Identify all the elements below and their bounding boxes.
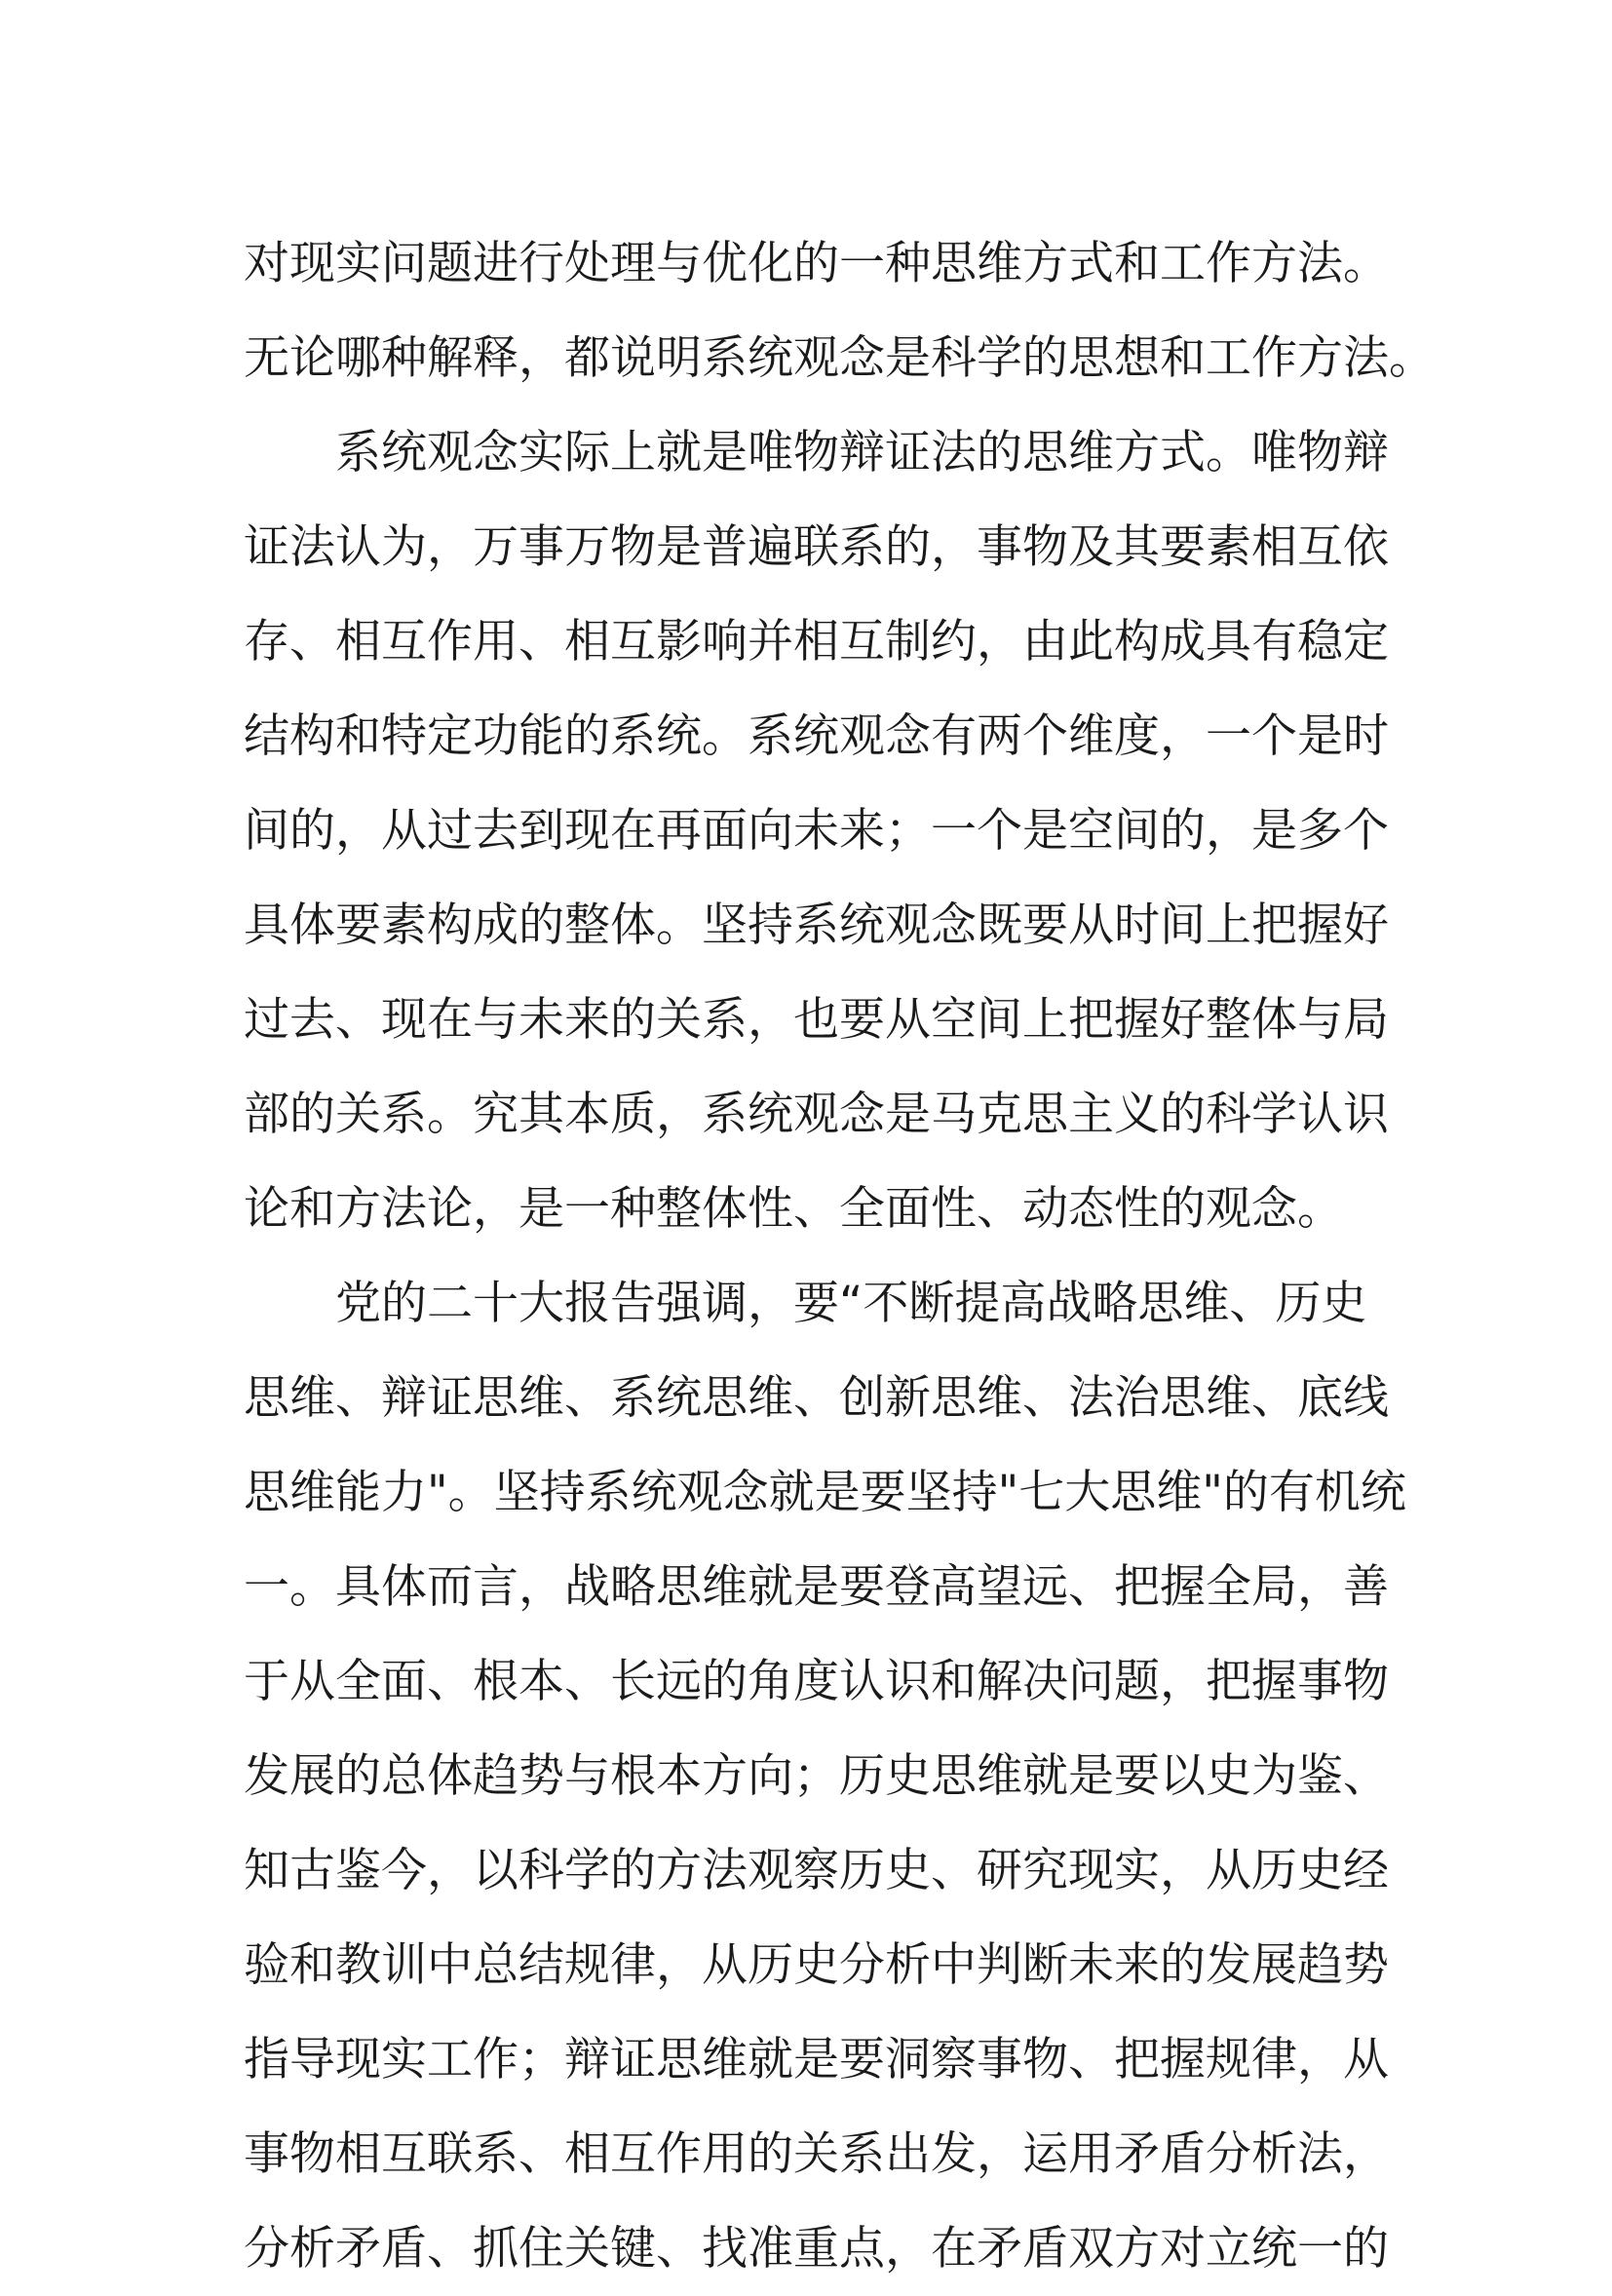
text-line-13: 思维、辩证思维、系统思维、创新思维、法治思维、底线 — [244, 1371, 1389, 1425]
text-line-8: 具体要素构成的整体。坚持系统观念既要从时间上把握好 — [244, 899, 1389, 952]
text-line-14: 思维能力"。坚持系统观念就是要坚持"七大思维"的有机统 — [244, 1466, 1406, 1519]
text-line-2: 无论哪种解释，都说明系统观念是科学的思想和工作方法。 — [244, 331, 1435, 385]
text-line-6: 结构和特定功能的系统。系统观念有两个维度，一个是时 — [244, 709, 1389, 763]
text-line-20: 指导现实工作；辩证思维就是要洞察事物、把握规律，从 — [244, 2033, 1389, 2086]
text-line-4: 证法认为，万事万物是普遍联系的，事物及其要素相互依 — [244, 520, 1389, 574]
text-line-21: 事物相互联系、相互作用的关系出发，运用矛盾分析法， — [244, 2127, 1389, 2181]
text-line-10: 部的关系。究其本质，系统观念是马克思主义的科学认识 — [244, 1088, 1389, 1141]
paragraph-start-line-12: 党的二十大报告强调，要“不断提高战略思维、历史 — [335, 1277, 1367, 1330]
text-line-5: 存、相互作用、相互影响并相互制约，由此构成具有稳定 — [244, 615, 1389, 669]
text-line-19: 验和教训中总结规律，从历史分析中判断未来的发展趋势 — [244, 1938, 1389, 1992]
text-line-18: 知古鉴今，以科学的方法观察历史、研究现实，从历史经 — [244, 1844, 1389, 1897]
text-line-11: 论和方法论，是一种整体性、全面性、动态性的观念。 — [244, 1182, 1343, 1236]
text-line-15: 一。具体而言，战略思维就是要登高望远、把握全局，善 — [244, 1560, 1389, 1614]
text-line-17: 发展的总体趋势与根本方向；历史思维就是要以史为鉴、 — [244, 1749, 1389, 1803]
text-line-9: 过去、现在与未来的关系，也要从空间上把握好整体与局 — [244, 993, 1389, 1047]
text-line-7: 间的，从过去到现在再面向未来；一个是空间的，是多个 — [244, 804, 1389, 858]
text-line-22: 分析矛盾、抓住关键、找准重点，在矛盾双方对立统一的 — [244, 2222, 1389, 2276]
document-body — [244, 216, 1435, 2296]
text-line-1: 对现实问题进行处理与优化的一种思维方式和工作方法。 — [244, 237, 1389, 290]
paragraph-start-line-3: 系统观念实际上就是唯物辩证法的思维方式。唯物辩 — [335, 426, 1389, 479]
text-line-16: 于从全面、根本、长远的角度认识和解决问题，把握事物 — [244, 1655, 1389, 1708]
